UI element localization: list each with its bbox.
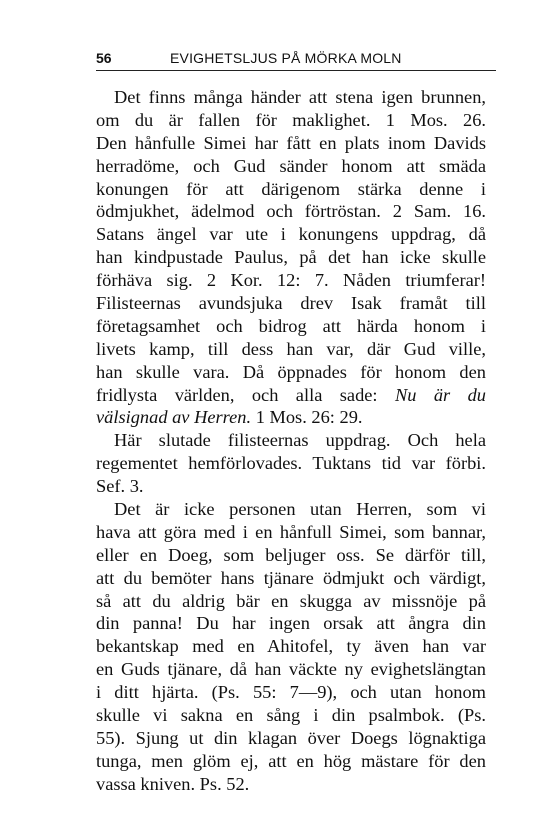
text-line <box>96 200 486 223</box>
text-line <box>96 658 486 681</box>
text-line <box>96 498 486 521</box>
line-text: tunga, men glöm ej, att en hög mästare för den <box>96 750 486 771</box>
line-text: Filisteernas avundsjuka drev Isak framåt till <box>96 293 486 314</box>
text-line <box>96 475 486 498</box>
line-text: eller en Doeg, som beljuger oss. Se därför till, <box>96 544 486 565</box>
line-text: Det är icke personen utan Herren, som vi <box>114 499 486 520</box>
line-text: hava att göra med i en hånfull Simei, som bannar, <box>96 521 486 542</box>
text-line <box>96 361 486 384</box>
text-line <box>96 773 486 796</box>
line-text: Satans ängel var ute i konungens uppdrag, då <box>96 224 486 245</box>
text-line <box>96 704 486 727</box>
line-text: Den hånfulle Simei har fått en plats inom Davids <box>96 132 486 153</box>
line-text: skulle vi sakna en sång i din psalmbok. (Ps. <box>96 705 486 726</box>
text-line <box>96 246 486 269</box>
page-number: 56 <box>96 50 112 66</box>
text-line <box>96 727 486 750</box>
text-line <box>96 521 486 544</box>
running-title: EVIGHETSLJUS PÅ MÖRKA MOLN <box>170 50 402 66</box>
line-text: Här slutade filisteernas uppdrag. Och hela <box>114 430 486 451</box>
text-line <box>96 452 486 475</box>
line-text: Sef. 3. <box>96 476 144 497</box>
emphasized-text: välsignad av Herren. <box>96 407 252 428</box>
text-line <box>96 155 486 178</box>
text-line <box>96 612 486 635</box>
text-line <box>96 315 486 338</box>
emphasized-text: Nu är du <box>394 384 486 405</box>
line-text: regementet hemförlovades. Tuktans tid var förbi. <box>96 453 486 474</box>
line-text: ödmjukhet, ädelmod och förtröstan. 2 Sam. 16. <box>96 201 486 222</box>
text-line <box>96 406 486 429</box>
text-line <box>96 590 486 613</box>
line-text: han kindpustade Paulus, på det han icke skulle <box>96 247 486 268</box>
line-text: konungen för att därigenom stärka denne i <box>96 178 486 199</box>
line-text: 55). Sjung ut din klagan över Doegs lögnaktiga <box>96 727 486 748</box>
text-line <box>96 635 486 658</box>
line-text: vassa kniven. Ps. 52. <box>96 773 250 794</box>
line-text: förhäva sig. 2 Kor. 12: 7. Nåden triumferar! <box>96 270 486 291</box>
text-line <box>96 544 486 567</box>
line-text: din panna! Du har ingen orsak att ångra din <box>96 613 486 634</box>
text-line <box>96 681 486 704</box>
body-text <box>96 86 486 796</box>
line-text: så att du aldrig bär en skugga av missnöje på <box>96 590 486 611</box>
page-header <box>96 48 496 72</box>
line-text: herradöme, och Gud sänder honom att smäda <box>96 155 486 176</box>
line-text: Det finns många händer att stena igen brunnen, <box>114 87 486 107</box>
text-line <box>96 750 486 773</box>
line-text: företagsamhet och bidrog att härda honom i <box>96 315 486 336</box>
line-text: att du bemöter hans tjänare ödmjukt och värdigt, <box>96 567 486 588</box>
line-text: bekantskap med en Ahitofel, ty även han var <box>96 636 486 657</box>
text-line <box>96 109 486 132</box>
text-line <box>96 269 486 292</box>
text-line <box>96 567 486 590</box>
text-line <box>96 178 486 201</box>
text-line <box>96 292 486 315</box>
text-line <box>96 384 486 407</box>
text-line <box>96 132 486 155</box>
line-text: 1 Mos. 26: 29. <box>255 407 363 428</box>
text-line <box>96 223 486 246</box>
line-text: livets kamp, till dess han var, där Gud ville, <box>96 338 486 359</box>
text-line <box>96 338 486 361</box>
text-line <box>96 429 486 452</box>
line-text: han skulle vara. Då öppnades för honom den <box>96 361 486 382</box>
line-text: en Guds tjänare, då han väckte ny evighetslängtan <box>96 659 486 680</box>
text-line <box>96 86 486 109</box>
line-text: i ditt hjärta. (Ps. 55: 7—9), och utan honom <box>96 682 486 703</box>
line-text: fridlysta världen, och alla sade: <box>96 384 378 405</box>
line-text: om du är fallen för maklighet. 1 Mos. 26. <box>96 109 486 130</box>
header-rule <box>96 70 496 71</box>
